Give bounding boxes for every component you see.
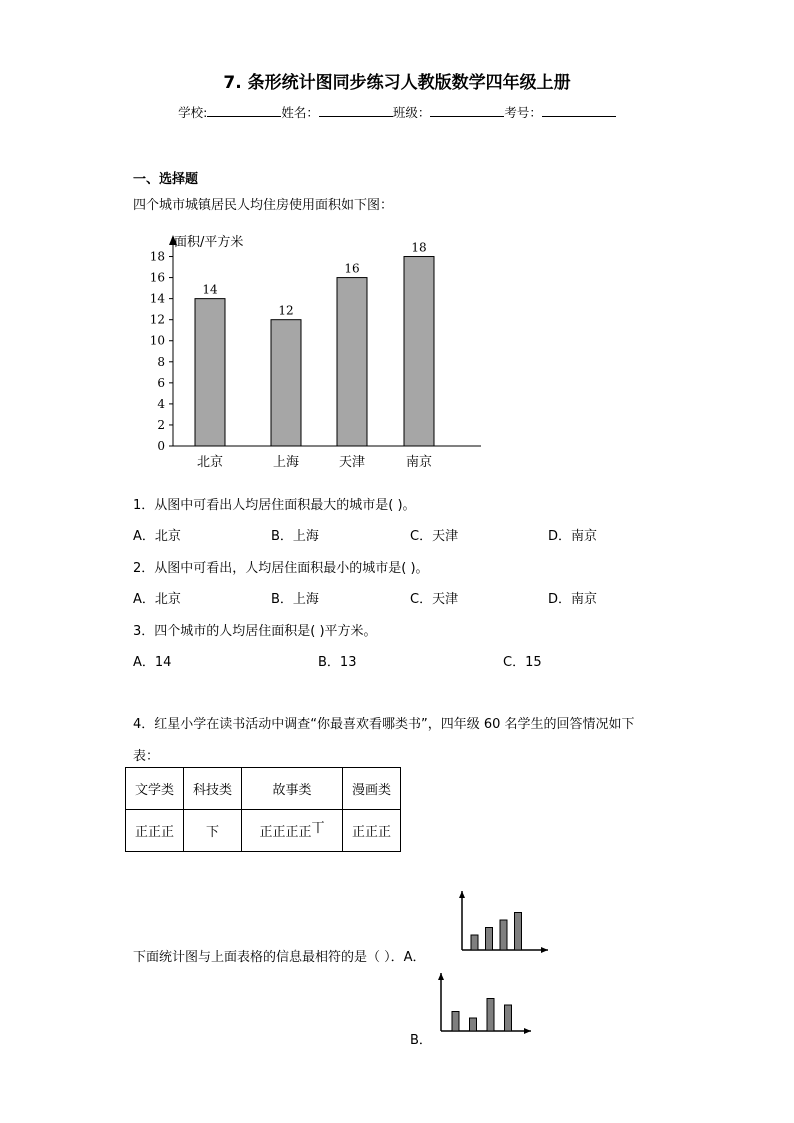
- class-label: 班级：: [392, 105, 431, 120]
- class-blank[interactable]: [430, 104, 504, 117]
- bar-data-label: 12: [278, 303, 294, 318]
- option-b-label[interactable]: B．: [410, 1033, 432, 1048]
- tally-stories-main: 正正正正: [259, 825, 312, 840]
- question-3-option-a[interactable]: A．14: [133, 655, 172, 670]
- y-tick-label: 0: [157, 439, 165, 453]
- question-4-prompt: 下面统计图与上面表格的信息最相符的是（ ）．A．: [133, 950, 426, 965]
- tally-stories-partial: 丅: [311, 821, 325, 836]
- mini-bar-0: [452, 1012, 459, 1032]
- school-label: 学校:: [178, 105, 208, 120]
- table-header-literature: 文学类: [126, 768, 184, 810]
- bar-0: [195, 299, 225, 446]
- x-category-label: 上海: [272, 455, 300, 470]
- bar-1: [271, 320, 301, 446]
- mini-bar-2: [500, 920, 507, 950]
- tally-comics: 正正正: [343, 810, 401, 852]
- question-4-stem-line2: 表：: [133, 749, 160, 764]
- y-tick-label: 6: [157, 375, 165, 390]
- bar-data-label: 16: [344, 261, 360, 276]
- section-title: 一、选择题: [133, 172, 199, 187]
- mini-x-arrow: [524, 1028, 531, 1034]
- question-1-option-b[interactable]: B．上海: [271, 529, 319, 544]
- table-header-stories: 故事类: [242, 768, 343, 810]
- mini-bar-2: [487, 999, 494, 1032]
- y-tick-label: 16: [149, 270, 165, 285]
- table-header-science: 科技类: [184, 768, 242, 810]
- mini-bar-3: [505, 1005, 512, 1031]
- mini-y-arrow: [459, 891, 465, 898]
- bar-data-label: 18: [411, 240, 427, 255]
- name-label: 姓名：: [281, 105, 319, 120]
- bar-2: [337, 278, 367, 446]
- question-3-stem: 3．四个城市的人均居住面积是( )平方米。: [133, 624, 377, 639]
- mini-bar-1: [470, 1018, 477, 1031]
- y-tick-label: 4: [157, 396, 165, 411]
- question-2-option-d[interactable]: D．南京: [548, 592, 598, 607]
- student-info-line: [0, 103, 794, 121]
- area-bar-chart: [125, 225, 495, 475]
- question-3-option-c[interactable]: C．15: [503, 655, 542, 670]
- mini-bar-1: [486, 928, 493, 951]
- mini-x-arrow: [541, 947, 548, 953]
- x-category-label: 北京: [196, 455, 224, 470]
- mini-y-arrow: [438, 973, 444, 980]
- school-blank[interactable]: [207, 104, 281, 117]
- table-header-comics: 漫画类: [343, 768, 401, 810]
- question-1-stem: 1．从图中可看出人均居住面积最大的城市是( )。: [133, 498, 416, 513]
- mini-bar-0: [471, 935, 478, 950]
- question-3-option-b[interactable]: B．13: [318, 655, 357, 670]
- option-b-mini-chart[interactable]: [432, 970, 536, 1036]
- x-category-label: 天津: [338, 455, 366, 470]
- question-4-stem-line1: 4．红星小学在读书活动中调查“你最喜欢看哪类书”，四年级 60 名学生的回答情况如下: [133, 717, 635, 732]
- y-tick-label: 18: [149, 249, 165, 264]
- y-tick-label: 14: [149, 291, 165, 306]
- tally-table: [125, 767, 401, 852]
- exam-number-blank[interactable]: [542, 104, 616, 117]
- y-tick-label: 8: [157, 354, 165, 369]
- option-a-mini-chart[interactable]: [455, 888, 555, 956]
- chart-intro: 四个城市城镇居民人均住房使用面积如下图：: [133, 198, 394, 213]
- question-1-option-c[interactable]: C．天津: [410, 529, 459, 544]
- question-1-option-a[interactable]: A．北京: [133, 529, 181, 544]
- tally-science: 下: [184, 810, 242, 852]
- tally-stories: [242, 810, 343, 852]
- question-2-option-a[interactable]: A．北京: [133, 592, 181, 607]
- y-tick-label: 12: [149, 312, 165, 327]
- question-2-option-c[interactable]: C．天津: [410, 592, 459, 607]
- mini-bar-3: [515, 913, 522, 951]
- y-tick-label: 2: [157, 417, 165, 432]
- question-2-stem: 2．从图中可看出，人均居住面积最小的城市是( )。: [133, 561, 429, 576]
- page-title: 7. 条形统计图同步练习人教版数学四年级上册: [223, 73, 571, 93]
- exam-number-label: 考号：: [504, 105, 542, 120]
- name-blank[interactable]: [319, 104, 393, 117]
- bar-3: [404, 257, 434, 446]
- question-2-option-b[interactable]: B．上海: [271, 592, 319, 607]
- bar-data-label: 14: [202, 282, 218, 297]
- question-1-option-d[interactable]: D．南京: [548, 529, 598, 544]
- x-category-label: 南京: [405, 455, 433, 470]
- y-tick-label: 10: [149, 333, 165, 348]
- tally-literature: 正正正: [126, 810, 184, 852]
- y-axis-label: 面积/平方米: [174, 235, 244, 250]
